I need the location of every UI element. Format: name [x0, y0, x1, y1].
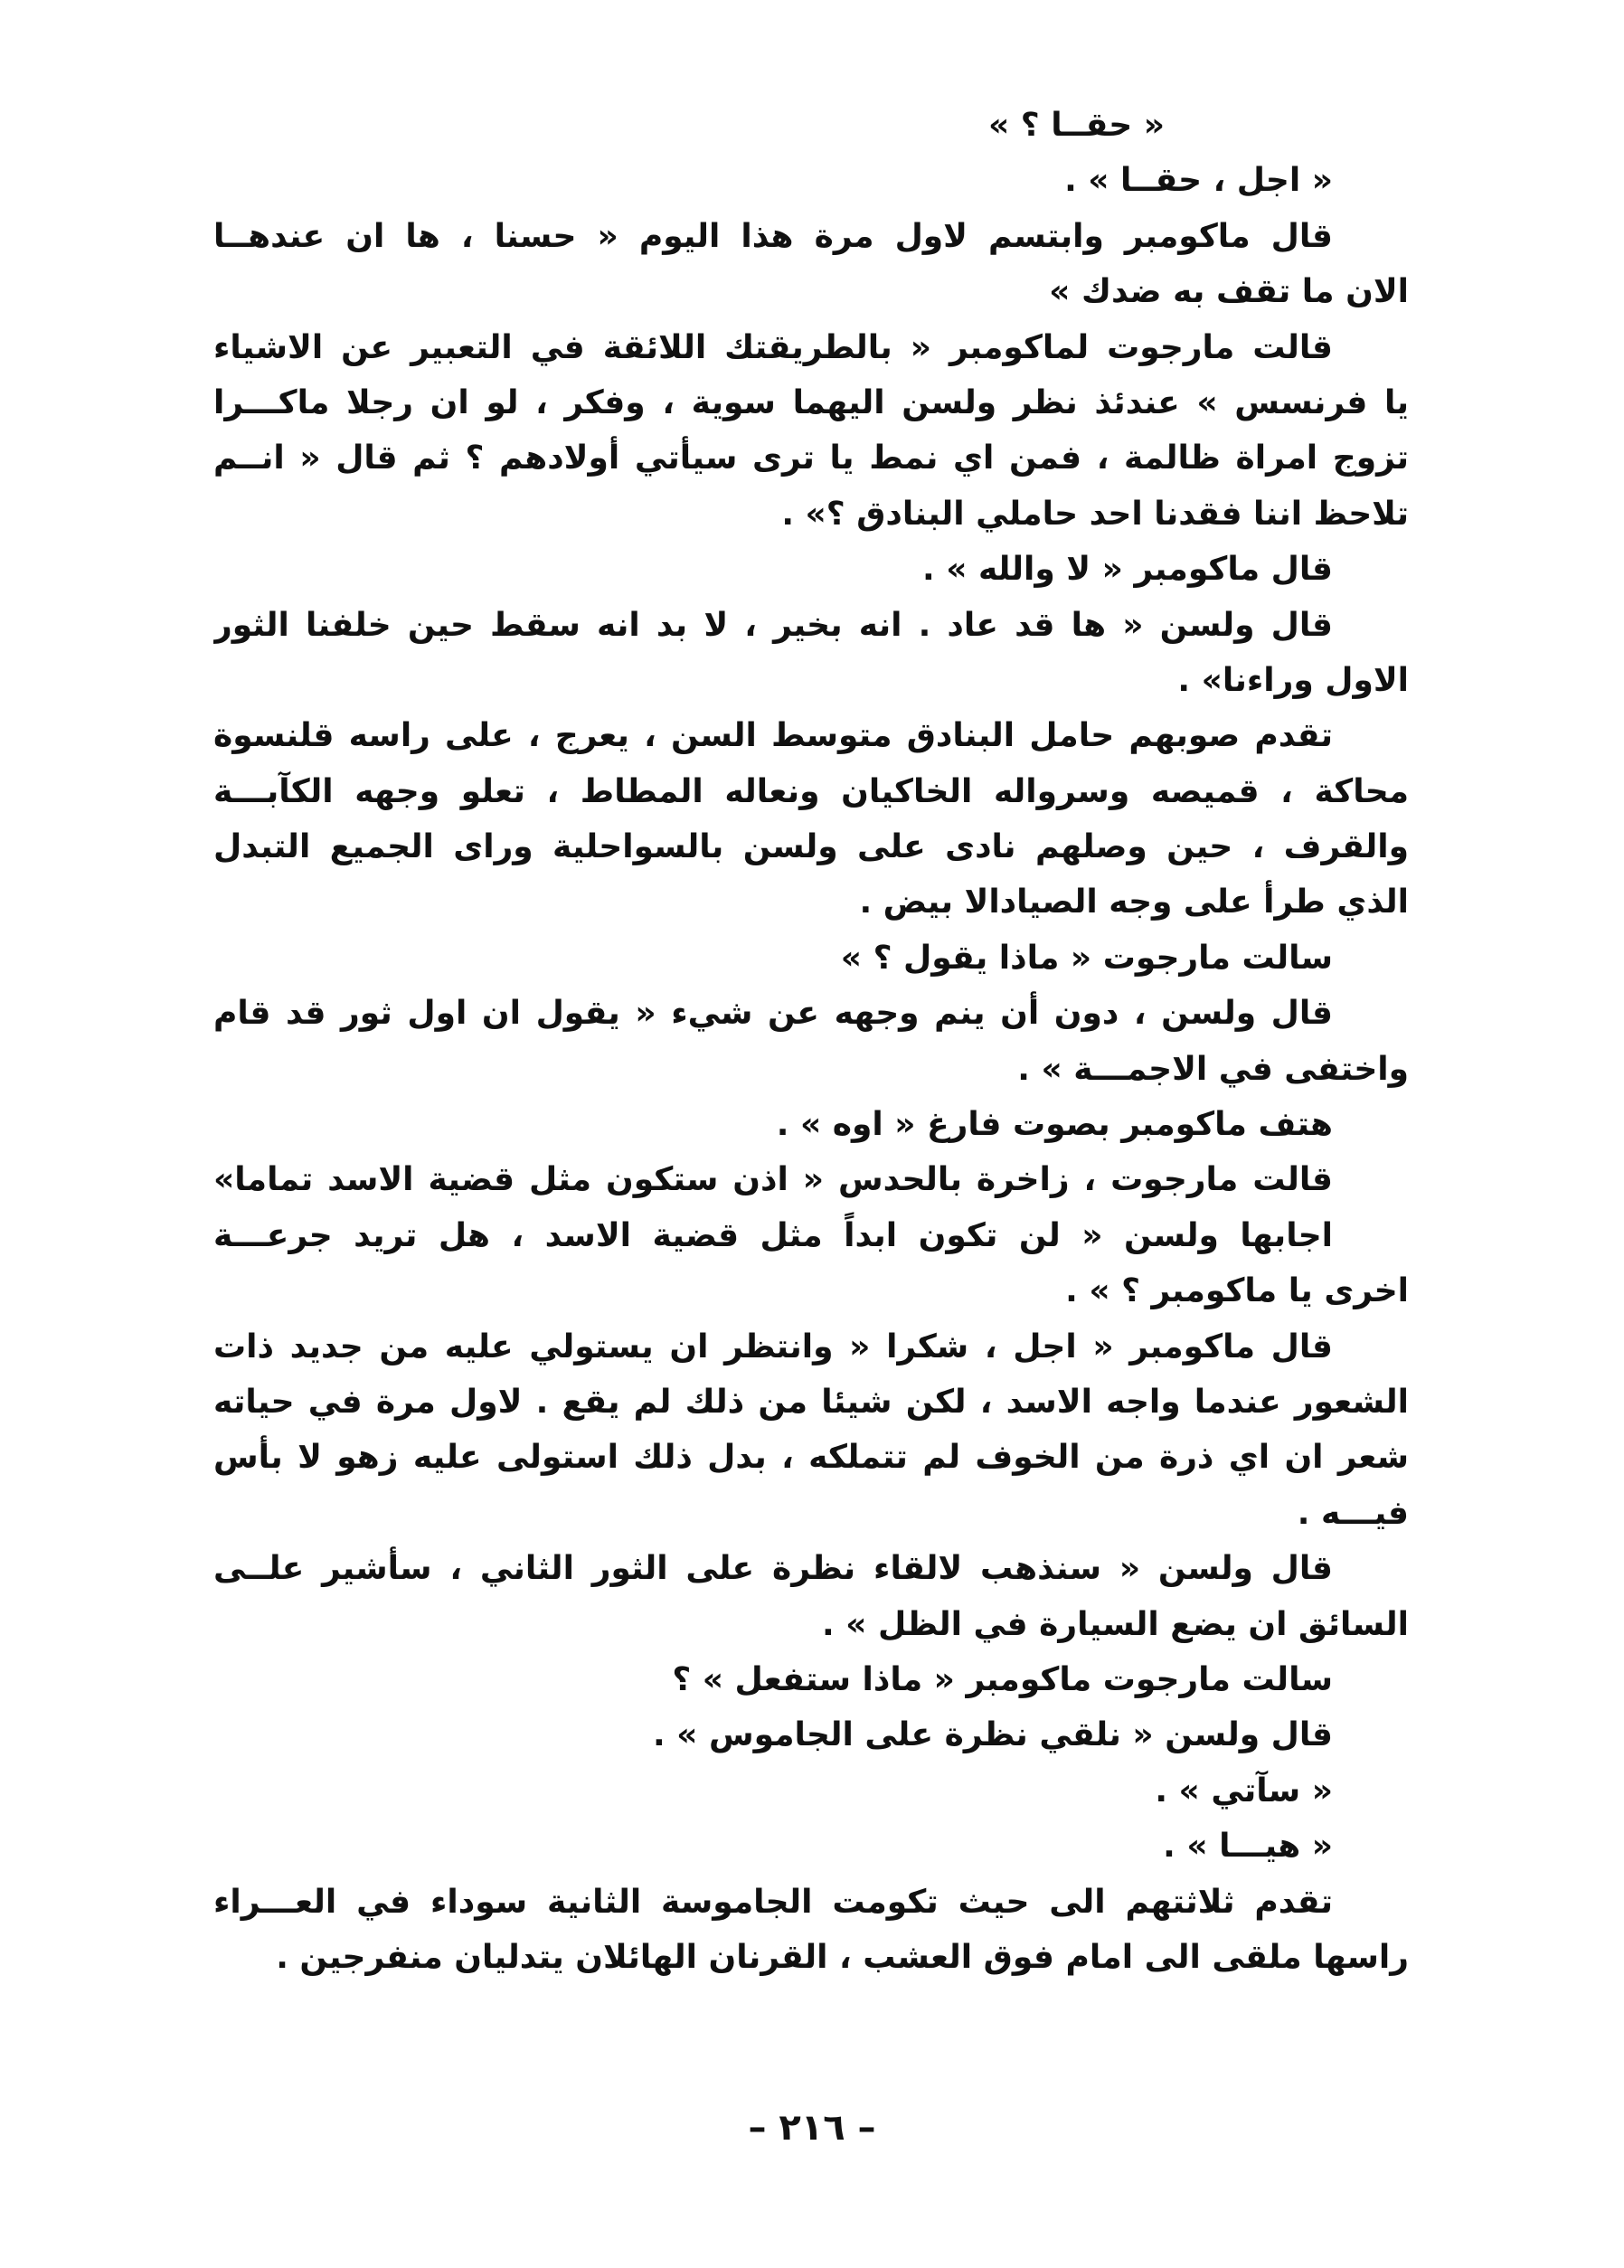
text-line: تلاحظ اننا فقدنا احد حاملي البنادق ؟» .	[781, 495, 1409, 533]
text-line: يا فرنسس » عندئذ نظر ولسن اليهما سوية ، وفكر ، لو ان رجلا ماكـــرا	[213, 383, 1409, 421]
text-line: قال ولسن « ها قد عاد . انه بخير ، لا بد انه سقط حين خلفنا الثور	[213, 606, 1333, 644]
text-line: الان ما تقف به ضدك »	[1049, 273, 1409, 311]
text-line: تزوج امراة ظالمة ، فمن اي نمط يا ترى سيأتي أولادهم ؟ ثم قال « انــم	[213, 439, 1409, 477]
page-number: – ٢١٦ –	[748, 2107, 876, 2149]
text-line: والقرف ، حين وصلهم نادى على ولسن بالسواحلية وراى الجميع التبدل	[213, 828, 1409, 866]
text-line: الاول وراءنا» .	[1177, 661, 1409, 699]
text-line: شعر ان اي ذرة من الخوف لم تتملكه ، بدل ذلك استولى عليه زهو لا بأس	[213, 1439, 1409, 1477]
text-line: سالت مارجوت ماكومبر « ماذا ستفعل » ؟	[672, 1660, 1333, 1698]
text-line: قال ولسن « سنذهب لالقاء نظرة على الثور الثاني ، سأشير علــى	[213, 1550, 1333, 1588]
text-line: قالت مارجوت ، زاخرة بالحدس « اذن ستكون مثل قضية الاسد تماما»	[213, 1161, 1333, 1199]
text-line: قال ماكومبر « اجل ، شكرا « وانتظر ان يستولي عليه من جديد ذات	[213, 1328, 1333, 1366]
text-line: اجابها ولسن « لن تكون ابداً مثل قضية الاسد ، هل تريد جرعـــة	[213, 1216, 1333, 1254]
text-line: محاكة ، قميصه وسرواله الخاكيان ونعاله المطاط ، تعلو وجهه الكآبـــة	[213, 772, 1409, 810]
text-line: « حقــا ؟ »	[988, 107, 1165, 144]
page-text	[213, 98, 1409, 1985]
text-line: قالت مارجوت لماكومبر « بالطريقتك اللائقة في التعبير عن الاشياء	[213, 328, 1333, 366]
text-line: قال ولسن « نلقي نظرة على الجاموس » .	[652, 1716, 1333, 1754]
text-line: « سآتي » .	[1155, 1772, 1333, 1810]
text-line: قال ولسن ، دون أن ينم وجهه عن شيء « يقول ان اول ثور قد قام	[213, 995, 1333, 1033]
text-line: الشعور عندما واجه الاسد ، لكن شيئا من ذلك لم يقع . لاول مرة في حياته	[213, 1383, 1409, 1421]
text-line: تقدم ثلاثتهم الى حيث تكومت الجاموسة الثانية سوداء في العـــراء	[213, 1883, 1333, 1921]
text-line: راسها ملقى الى امام فوق العشب ، القرنان الهائلان يتدليان منفرجين .	[276, 1938, 1409, 1976]
text-line: فيـــه .	[1297, 1494, 1409, 1532]
text-line: سالت مارجوت « ماذا يقول ؟ »	[840, 939, 1333, 977]
text-line: هتف ماكومبر بصوت فارغ « اوه » .	[776, 1106, 1333, 1144]
text-line: « هيـــا » .	[1163, 1828, 1333, 1866]
text-line: واختفى في الاجمـــة » .	[1017, 1050, 1409, 1088]
text-line: اخرى يا ماكومبر ؟ » .	[1065, 1272, 1409, 1310]
text-line: قال ماكومبر وابتسم لاول مرة هذا اليوم « حسنا ، ها ان عندهــا	[213, 217, 1333, 255]
text-line: السائق ان يضع السيارة في الظل » .	[821, 1605, 1409, 1643]
text-line: الذي طرأ على وجه الصيادالا بيض .	[859, 884, 1409, 921]
text-line: قال ماكومبر « لا والله » .	[922, 551, 1333, 589]
text-line: تقدم صوبهم حامل البنادق متوسط السن ، يعرج ، على راسه قلنسوة	[213, 717, 1333, 755]
text-line: « اجل ، حقــا » .	[1064, 162, 1333, 200]
